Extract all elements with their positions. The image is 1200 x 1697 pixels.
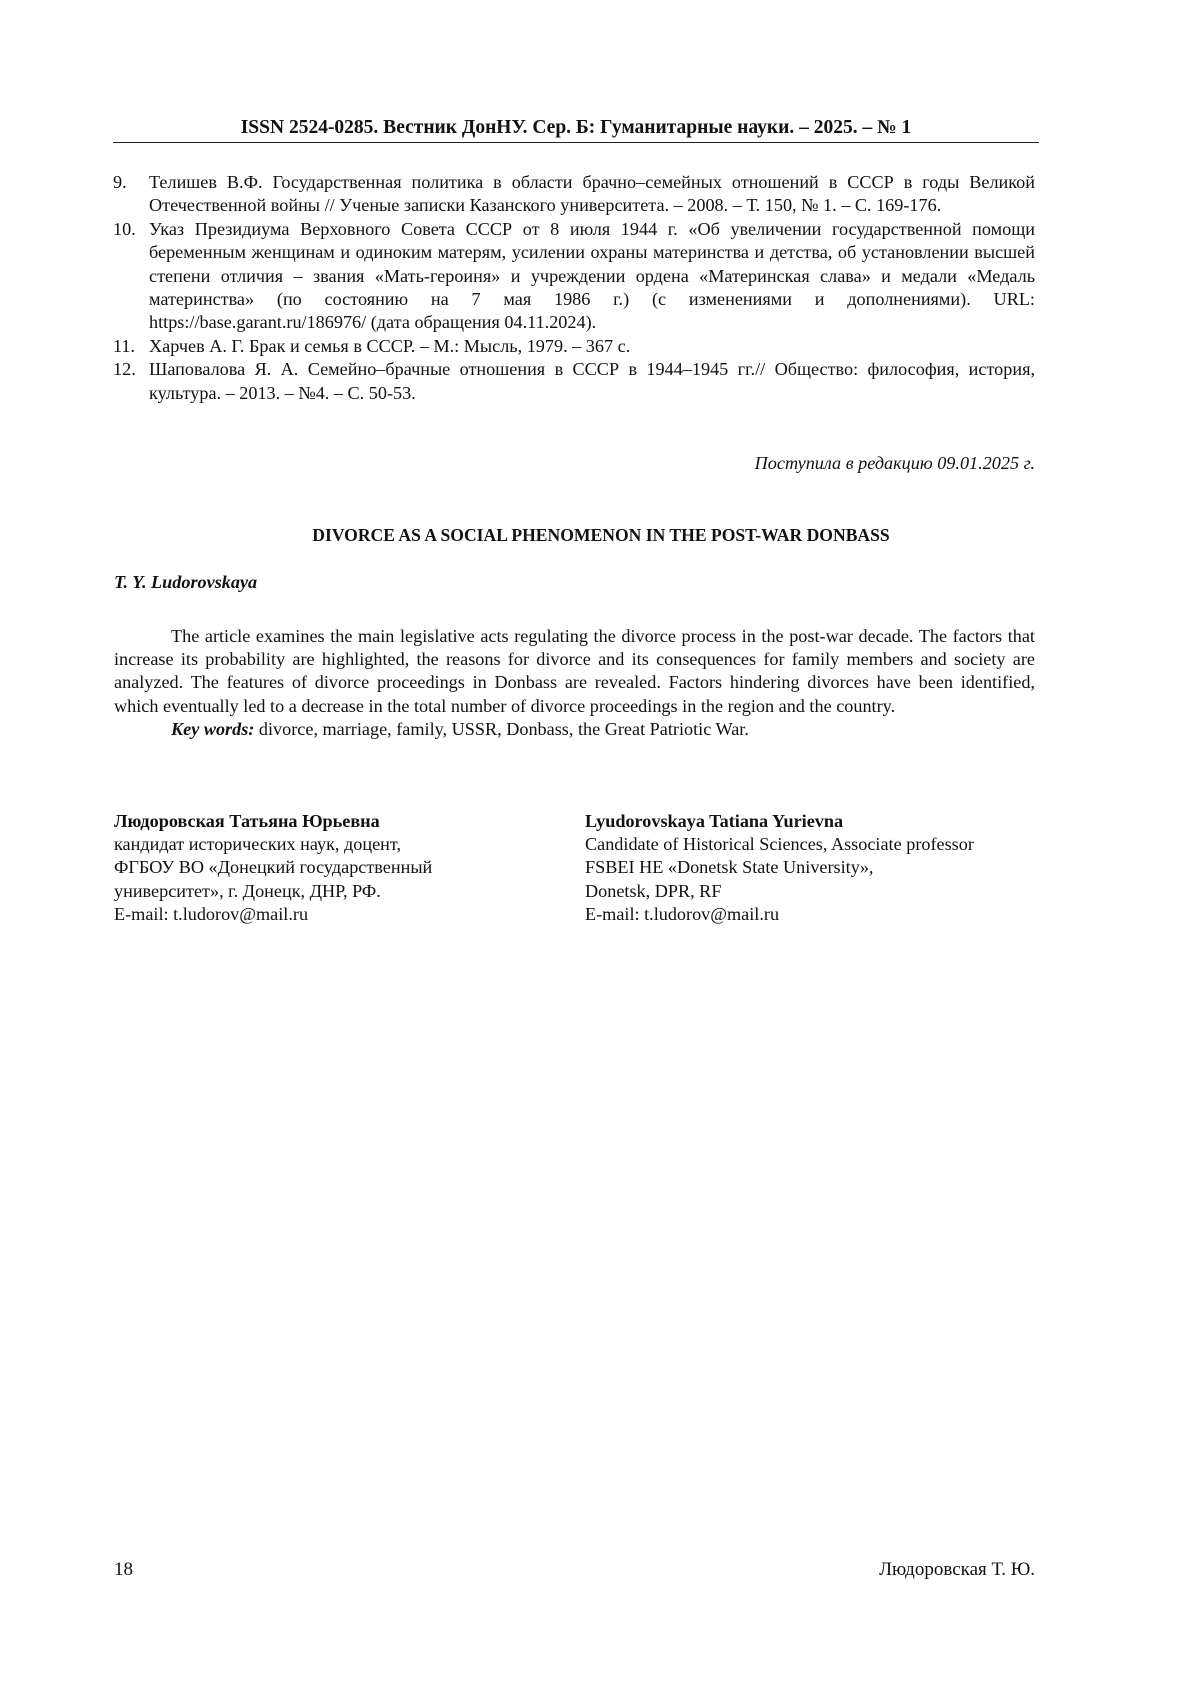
author-institution-en: FSBEI HE «Donetsk State University», [585,857,874,878]
author-name-en: Lyudorovskaya Tatiana Yurievna [585,811,844,831]
reference-text: Харчев А. Г. Брак и семья в СССР. – М.: Мысль, 1979. – 367 с. [149,335,631,356]
affiliation-english [585,810,1055,926]
reference-item [113,358,1035,405]
running-header: ISSN 2524-0285. Вестник ДонНУ. Сер. Б: Гуманитарные науки. – 2025. – № 1 [240,117,912,138]
author-degree-en: Candidate of Historical Sciences, Associate professor [585,834,974,855]
affiliation-russian [114,810,554,926]
reference-list [113,171,1035,405]
reference-item [113,218,1035,335]
reference-number: 9. [113,172,127,192]
article-title: DIVORCE AS A SOCIAL PHENOMENON IN THE POST-WAR DONBASS [312,525,890,545]
author-location-en: Donetsk, DPR, RF [585,880,722,901]
keywords-label: Key words: [171,718,255,739]
page-number: 18 [114,1559,133,1580]
reference-text: Шаповалова Я. А. Семейно–брачные отношения в СССР в 1944–1945 гг.// Общество: философия, история, культура. – 2013. – №4. – С. 50-53. [149,359,1035,403]
reference-item [113,171,1035,218]
reference-item [113,335,1035,358]
keywords-text: divorce, marriage, family, USSR, Donbass, the Great Patriotic War. [254,718,749,739]
author-degree-ru: кандидат исторических наук, доцент, [114,834,402,855]
author-location-ru: университет», г. Донецк, ДНР, РФ. [114,880,381,901]
reference-number: 11. [113,335,136,356]
header-rule [113,142,1039,143]
reference-number: 10. [113,218,136,239]
article-author: T. Y. Ludorovskaya [114,572,258,592]
footer-author: Людоровская Т. Ю. [879,1559,1035,1580]
received-date-note: Поступила в редакцию 09.01.2025 г. [754,453,1035,473]
keywords-line [114,718,1035,741]
author-email-ru: E-mail: t.ludorov@mail.ru [114,903,309,924]
reference-text: Указ Президиума Верховного Совета СССР от 8 июля 1944 г. «Об увеличении государственной помощи беременным женщинам и одиноким матерям, усилении охраны материнства и детства, об установлении высшей степени отличия – звания «Мать-героиня» и учреждении ордена «Материнская слава» и медали «Медаль материнства» (по состоянию на 7 мая 1986 г.) (с изменениями и дополнениями). URL: https://base.garant.ru/186976/ (дата обращения 04.11.2024). [149,218,1035,333]
reference-number: 12. [113,359,136,380]
author-institution-ru: ФГБОУ ВО «Донецкий государственный [114,857,433,878]
author-email-en: E-mail: t.ludorov@mail.ru [585,903,780,924]
abstract-text: The article examines the main legislative acts regulating the divorce process in the post-war decade. The factors that increase its probability are highlighted, the reasons for divorce and its consequences for family members and society are analyzed. The features of divorce proceedings in Donbass are revealed. Factors hindering divorces have been identified, which eventually led to a decrease in the total number of divorce proceedings in the region and the country. [114,626,1035,716]
abstract-block [114,625,1035,741]
reference-text: Телишев В.Ф. Государственная политика в области брачно–семейных отношений в СССР в годы Великой Отечественной войны // Ученые записки Казанского университета. – 2008. – Т. 150, № 1. – С. 169-176. [149,172,1035,216]
author-name-ru: Людоровская Татьяна Юрьевна [114,811,380,831]
